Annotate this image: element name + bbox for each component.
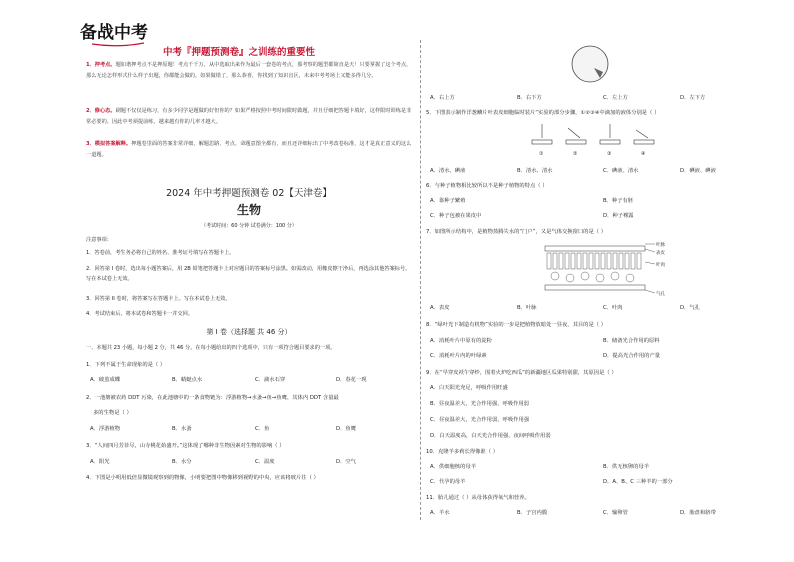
- q6-option-b: B．种子有胚: [603, 198, 634, 204]
- q1-option-d: D．春花一现: [336, 377, 367, 383]
- question-9-stem: 9．在“早穿皮袄午穿纱，围着火炉吃西瓜”的新疆地区瓜果特别甜，其原因是（ ）: [426, 370, 617, 376]
- svg-text:气孔: 气孔: [656, 292, 665, 297]
- q4-option-d: D．左下方: [680, 95, 706, 101]
- svg-text:④: ④: [641, 151, 646, 157]
- header-title: 中考『押题预测卷』之训练的重要性: [163, 47, 316, 58]
- q3-option-d: D．空气: [336, 459, 356, 465]
- q9-option-b: B．昼夜温差大，光合作用强，呼吸作用弱: [430, 401, 529, 407]
- q5-option-a: A．清水、碘液: [430, 168, 466, 174]
- q8-option-a: A．消耗叶片中原有的淀粉: [430, 338, 492, 344]
- q9-option-d: D．白天温度高，白天光合作用强，夜间呼吸作用弱: [430, 433, 551, 439]
- notice-3: 3．回答第 II 卷时，将答案写在答题卡上。写在本试卷上无效。: [86, 296, 231, 302]
- question-5-stem: 5．下图表示制作洋葱鳞片叶表皮细胞临时装片“实验的部分步骤，①②③④中滴加的液体分别是（ ）: [426, 110, 660, 116]
- q1-option-a: A．破茧成蝶: [90, 377, 121, 383]
- q7-option-b: B．叶脉: [517, 305, 537, 311]
- svg-text:②: ②: [573, 151, 578, 157]
- q1-option-c: C．滴水石穿: [255, 377, 286, 383]
- q8-option-b: B．储备光合作用的原料: [603, 338, 660, 344]
- q2-option-a: A．浮游植物: [90, 426, 121, 432]
- exam-title: 2024 年中考押题预测卷 02【天津卷】: [166, 188, 332, 199]
- q4-option-b: B．右下方: [517, 95, 542, 101]
- q5-option-b: B．清水、清水: [517, 168, 553, 174]
- question-4-stem: 4．下图是小明用低倍显微镜观察到的物像，小明要把图中物像移到视野的中央，应该将玻片往（ ）: [86, 475, 319, 481]
- svg-text:①: ①: [539, 151, 544, 157]
- q9-option-a: A．白天阳光充足，呼吸作用旺盛: [430, 385, 508, 391]
- intro-paragraph-2: 2．修心态。刷题不仅仅是练习，有多少同学是题做的好但你的？如果严格按照中考时间限时做题，并且仔细把答题卡填好，这样限时训练是非常必要的。因此中考须提前练，越来越有你的几率才越大。: [86, 108, 412, 125]
- leaf-structure-figure: [540, 240, 680, 298]
- column-divider: [420, 40, 421, 520]
- q10-option-d: D．A、B、C 三种羊的一部分: [603, 479, 673, 485]
- q10-option-b: B．供无核卵的母羊: [603, 464, 650, 470]
- q4-option-a: A．右上方: [430, 95, 455, 101]
- q9-option-c: C．昼夜温差大，光合作用弱，呼吸作用强: [430, 417, 530, 423]
- q4-option-c: C．左上方: [603, 95, 628, 101]
- q11-option-c: C．输卵管: [603, 510, 628, 516]
- q5-option-c: C．碘液、清水: [603, 168, 639, 174]
- intro-paragraph-3: 3．模拟答案解释。押题卷里面的答案非常详细，解题思路、考点、命题意图全都有，而且还详细标出了中考改卷标准，这才是真正意义的这么一道题。: [86, 141, 412, 158]
- section-description: 一、本题共 23 小题，每小题 2 分，共 46 分。在每小题给出的四个选项中，只有一项符合题目要求的一项。: [86, 345, 336, 351]
- question-7-stem: 7．如图所示结构中，是植物蒸腾失水的“门户”，又是气体交换窗口的是（ ）: [426, 229, 607, 235]
- q7-option-c: C．叶肉: [603, 305, 623, 311]
- intro-paragraph-1: 1．押考点。题如谐押考点不是押原题！考点千千万，从中选取出来作为最后一套卷的考点，那考察的题型都简直是天！只要掌握了这个考点，那么无论怎样形式什么样子出题，你都能会做的。如果做错了，那么恭喜，你找到了知识盲区，未来中考考场上又能多得几分。: [86, 62, 412, 79]
- q7-option-d: D．气孔: [680, 305, 700, 311]
- notice-2: 2．回答第 I 卷时，选出每小题答案后，用 2B 铅笔把答题卡上对应题目的答案标号涂黑。如需改动，用橡皮擦干净后，再选涂其他答案标号。写在本试卷上无效。: [86, 266, 411, 282]
- svg-text:③: ③: [607, 151, 612, 157]
- question-2-stem-cont: 多的生物是（ ）: [93, 410, 132, 416]
- q8-option-c: C．消耗叶片内的叶绿素: [430, 353, 487, 359]
- q5-option-d: D．碘液、碘液: [680, 168, 716, 174]
- q10-option-a: A．供细胞核的母羊: [430, 464, 476, 470]
- notice-4: 4．考试结束后，将本试卷和答题卡一并交回。: [86, 311, 194, 317]
- question-1-stem: 1．下列不属于生命现象的是（ ）: [86, 362, 166, 368]
- q8-option-d: D．提高光合作用的产量: [603, 353, 661, 359]
- q10-option-c: C．代孕的母羊: [430, 479, 466, 485]
- question-2-stem: 2．一池塘被农药 DDT 污染，在此池塘中的一条食物链为：浮游植物→水蚤→鱼→鱼鹰，其体内 DDT 含量最: [86, 395, 339, 401]
- question-6-stem: 6．与种子植物相比较所以不是种子植物的特点（ ）: [426, 183, 548, 189]
- notice-heading: 注意事项：: [86, 237, 112, 243]
- question-3-stem: 3．“人间四月芳菲尽，山寺桃花始盛开。”这体现了哪种非生物因素对生物的影响（ ）: [86, 443, 285, 449]
- q7-option-a: A．表皮: [430, 305, 450, 311]
- q3-option-a: A．阳光: [90, 459, 110, 465]
- subject-title: 生物: [236, 203, 261, 217]
- svg-text:叶肉: 叶肉: [656, 263, 665, 268]
- svg-text:叶脉: 叶脉: [656, 243, 665, 248]
- q2-option-c: C．鱼: [255, 426, 270, 432]
- slide-steps-figure: [528, 120, 668, 160]
- question-8-stem: 8．“绿叶光下制造有机物”实验的一步是把植物放暗处一昼夜，其目的是（ ）: [426, 322, 607, 328]
- logo-lettering: 备战中考: [80, 23, 148, 43]
- question-11-stem: 11．胎儿通过（ ）从母体获得氧气和营养。: [426, 495, 530, 501]
- q6-option-d: D．种子裸露: [603, 213, 634, 219]
- q2-option-b: B．水蚤: [172, 426, 192, 432]
- q2-option-d: D．鱼鹰: [336, 426, 356, 432]
- q11-option-a: A．羊水: [430, 510, 450, 516]
- q6-option-c: C．种子包被在果皮中: [430, 213, 482, 219]
- microscope-field-image: [570, 42, 610, 86]
- q1-option-b: B．蜻蜓点水: [172, 377, 203, 383]
- section-heading: 第 I 卷（选择题 共 46 分）: [206, 328, 292, 336]
- svg-text:表皮: 表皮: [656, 251, 665, 256]
- q6-option-a: A．靠种子繁殖: [430, 198, 466, 204]
- q3-option-b: B．水分: [172, 459, 192, 465]
- notice-1: 1．答卷前，考生务必将自己的姓名、准考证号填写在答题卡上。: [86, 250, 235, 256]
- exam-note: （考试时间：60 分钟 试卷满分：100 分）: [201, 223, 297, 229]
- q11-option-b: B．子宫内膜: [517, 510, 548, 516]
- question-10-stem: 10．克隆羊多莉长得像谁（ ）: [426, 449, 498, 455]
- q3-option-c: C．温度: [255, 459, 275, 465]
- q11-option-d: D．胎盘和脐带: [680, 510, 716, 516]
- brand-logo: [78, 12, 158, 52]
